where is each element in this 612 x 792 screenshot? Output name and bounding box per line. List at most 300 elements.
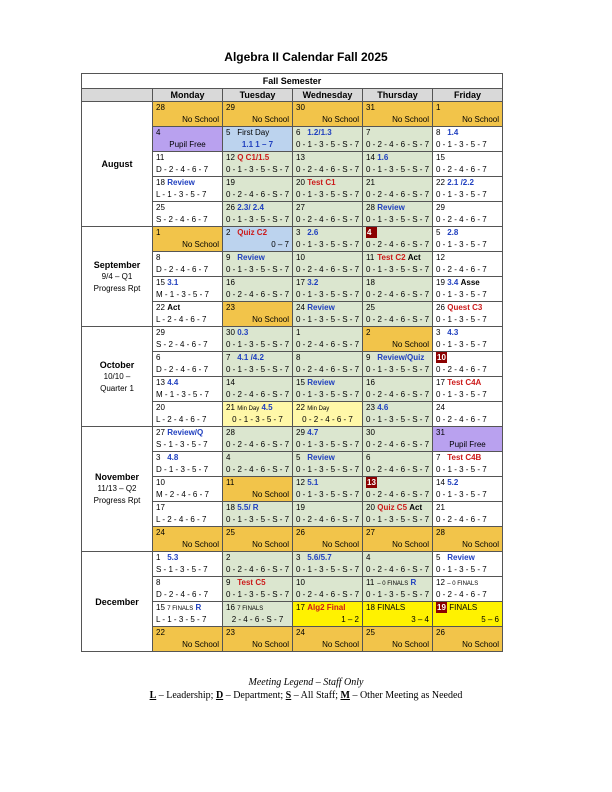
cell-top-line: [363, 577, 432, 589]
cell-schedule: 0 - 1 - 3 - 5 - S - 7: [366, 265, 430, 274]
cell-top-line: [153, 127, 222, 139]
day-cell: [363, 577, 433, 602]
cell-top-line: [223, 427, 292, 439]
cell-schedule: 0 - 1 - 3 - 5 - 7: [436, 240, 487, 249]
cell-top-line: [153, 602, 222, 614]
day-number: 11: [366, 578, 375, 587]
day-number: 20: [156, 403, 165, 412]
day-cell: [293, 127, 363, 152]
day-number: 18: [366, 603, 375, 612]
cell-top-line: [363, 327, 432, 339]
cell-schedule: 0 - 2 - 4 - 6 - S - 7: [296, 590, 360, 599]
cell-schedule: 0 - 2 - 4 - 6 - 7: [436, 515, 487, 524]
day-number: 30: [366, 428, 375, 437]
cell-schedule: 0 - 1 - 3 - 5 - S - 7: [296, 240, 360, 249]
day-cell: [223, 502, 293, 527]
cell-schedule: 0 - 1 - 3 - 5 - S - 7: [226, 165, 290, 174]
day-cell: [363, 277, 433, 302]
cell-top-line: [153, 102, 222, 114]
day-cell: [363, 227, 433, 252]
cell-top-line: [433, 527, 502, 539]
day-cell: [363, 152, 433, 177]
cell-event: 2.1 /2.2: [447, 178, 474, 187]
day-number: 31: [436, 428, 445, 437]
cell-schedule: M - 1 - 3 - 5 - 7: [156, 290, 209, 299]
cell-schedule: No School: [322, 540, 359, 549]
cell-top-line: [153, 627, 222, 639]
cell-top-line: [363, 502, 432, 514]
month-name: August: [101, 159, 133, 169]
cell-top-line: [153, 427, 222, 439]
day-number: 2: [366, 328, 371, 337]
day-number: 29: [226, 103, 235, 112]
cell-schedule: 0 - 1 - 3 - 5 - S - 7: [366, 215, 430, 224]
day-cell: [433, 327, 503, 352]
day-number: 12: [226, 153, 235, 162]
cell-schedule: 0 - 1 - 3 - 5 - S - 7: [296, 315, 360, 324]
day-cell: [363, 627, 433, 652]
cell-event: FINALS: [449, 603, 478, 612]
cell-schedule: No School: [392, 340, 429, 349]
cell-schedule: L - 2 - 4 - 6 - 7: [156, 315, 207, 324]
cell-top-line: [293, 202, 362, 214]
cell-event: 4.8: [167, 453, 179, 462]
day-number: 19: [296, 503, 305, 512]
cell-event: Review/Quiz: [377, 353, 425, 362]
day-cell: [433, 177, 503, 202]
day-number: 14: [436, 478, 445, 487]
day-number: 17: [156, 503, 165, 512]
cell-event: Review: [377, 203, 405, 212]
cell-event: Test C4B: [447, 453, 482, 462]
cell-schedule: 0 - 1 - 3 - 5 - 7: [436, 565, 487, 574]
day-number: 20: [296, 178, 305, 187]
day-cell: [293, 152, 363, 177]
cell-event: Review: [307, 453, 335, 462]
day-cell: [223, 602, 293, 627]
day-cell: [153, 327, 223, 352]
cell-schedule: No School: [322, 115, 359, 124]
day-header-wednesday: Wednesday: [293, 89, 363, 102]
day-number: 7: [226, 353, 231, 362]
day-number: 11: [366, 253, 375, 262]
day-cell: [363, 602, 433, 627]
legend-key: D: [215, 690, 224, 701]
cell-top-line: [223, 102, 292, 114]
day-cell: [153, 427, 223, 452]
day-number: 15: [436, 153, 445, 162]
cell-event: Review: [167, 178, 195, 187]
blank-header: [82, 89, 153, 102]
day-number: 26: [226, 203, 235, 212]
day-cell: [293, 227, 363, 252]
day-number: 30: [296, 103, 305, 112]
month-name: December: [95, 596, 139, 607]
cell-top-line: [153, 227, 222, 239]
day-cell: [293, 477, 363, 502]
cell-schedule: 0 - 2 - 4 - 6 - S - 7: [366, 565, 430, 574]
cell-schedule: No School: [392, 640, 429, 649]
cell-event: 7 FINALS: [237, 606, 264, 612]
cell-top-line: [433, 352, 502, 364]
cell-event: 2.6: [307, 228, 319, 237]
day-cell: [293, 502, 363, 527]
day-number: 12: [436, 578, 445, 587]
day-cell: [293, 352, 363, 377]
day-cell: [223, 427, 293, 452]
cell-event: Review/Q: [167, 428, 204, 437]
cell-top-line: [223, 302, 292, 314]
cell-schedule: No School: [462, 540, 499, 549]
cell-top-line: [293, 127, 362, 139]
day-number: 10: [156, 478, 165, 487]
day-number: 16: [366, 378, 375, 387]
cell-top-line: [433, 177, 502, 189]
day-cell: [223, 302, 293, 327]
cell-event: Min Day: [307, 406, 330, 412]
cell-top-line: [153, 552, 222, 564]
cell-top-line: [223, 352, 292, 364]
month-note: 10/10 –: [103, 371, 131, 381]
cell-schedule: 0 - 2 - 4 - 6 - 7: [436, 215, 487, 224]
legend-text: – Leadership;: [156, 690, 216, 701]
cell-event: 5.2: [447, 478, 459, 487]
day-cell: [293, 302, 363, 327]
cell-top-line: [433, 102, 502, 114]
cell-event: Min Day: [237, 406, 260, 412]
day-number: 3: [296, 553, 301, 562]
day-cell: [153, 277, 223, 302]
cell-top-line: [363, 402, 432, 414]
day-number: 19: [226, 178, 235, 187]
day-cell: [223, 402, 293, 427]
cell-top-line: [363, 477, 432, 489]
day-cell: [153, 152, 223, 177]
cell-top-line: [363, 152, 432, 164]
day-cell: [433, 602, 503, 627]
cell-top-line: [363, 227, 432, 239]
cell-schedule: 0 - 1 - 3 - 5 - S - 7: [226, 515, 290, 524]
day-number: 18: [226, 503, 235, 512]
cell-top-line: [363, 352, 432, 364]
cell-top-line: [293, 227, 362, 239]
cell-schedule: No School: [392, 115, 429, 124]
cell-top-line: [223, 152, 292, 164]
meeting-legend: [0, 676, 612, 702]
cell-event: Quest C3: [447, 303, 483, 312]
cell-schedule: 0 - 1 - 3 - 5 - S - 7: [366, 590, 430, 599]
day-number: 15: [156, 278, 165, 287]
day-number: 9: [366, 353, 371, 362]
day-cell: [433, 627, 503, 652]
cell-schedule: No School: [252, 640, 289, 649]
day-cell: [293, 277, 363, 302]
cell-schedule: 0 - 1 - 3 - 5 - 7: [436, 190, 487, 199]
cell-schedule: 0 - 1 - 3 - 5 - S - 7: [296, 490, 360, 499]
day-header-thursday: Thursday: [363, 89, 433, 102]
month-label: [82, 227, 153, 327]
day-number: 3: [436, 328, 441, 337]
day-number: 2: [226, 228, 231, 237]
day-cell: [223, 452, 293, 477]
cell-schedule: No School: [462, 640, 499, 649]
day-number: 26: [436, 303, 445, 312]
cell-top-line: [433, 477, 502, 489]
day-number: 16: [226, 278, 235, 287]
day-number: 16: [226, 603, 235, 612]
cell-top-line: [223, 577, 292, 589]
cell-schedule: No School: [252, 490, 289, 499]
day-number: 23: [226, 303, 235, 312]
day-number: 14: [366, 153, 375, 162]
cell-top-line: [363, 452, 432, 464]
day-number: 15: [296, 378, 305, 387]
day-cell: [293, 527, 363, 552]
cell-top-line: [433, 552, 502, 564]
week-row: [82, 427, 503, 452]
day-number: 1: [296, 328, 301, 337]
cell-schedule: 0 - 1 - 3 - 5 - 7: [436, 290, 487, 299]
cell-schedule: 0 - 2 - 4 - 6 - S - 7: [296, 515, 360, 524]
day-cell: [433, 252, 503, 277]
day-number: 4: [226, 453, 231, 462]
day-number: 21: [366, 178, 375, 187]
day-number: 29: [296, 428, 305, 437]
cell-top-line: [293, 402, 362, 414]
cell-event: 7 FINALS: [167, 606, 194, 612]
cell-top-line: [293, 502, 362, 514]
cell-schedule: 0 - 2 - 4 - 6 - S - 7: [226, 190, 290, 199]
cell-schedule: 1.1 1 – 7: [241, 140, 274, 149]
day-cell: [433, 577, 503, 602]
day-cell: [433, 227, 503, 252]
week-row: [82, 102, 503, 127]
cell-schedule: 0 - 2 - 4 - 6 - S - 7: [296, 165, 360, 174]
cell-schedule: No School: [252, 540, 289, 549]
cell-top-line: [293, 527, 362, 539]
cell-schedule: 0 - 1 - 3 - 5 - 7: [232, 415, 283, 424]
cell-event: 2.3/ 2.4: [237, 203, 264, 212]
day-cell: [223, 552, 293, 577]
cell-top-line: [293, 277, 362, 289]
day-cell: [293, 252, 363, 277]
cell-schedule: 0 - 2 - 4 - 6 - S - 7: [296, 340, 360, 349]
cell-top-line: [363, 427, 432, 439]
cell-schedule: 0 - 2 - 4 - 6 - S - 7: [366, 240, 430, 249]
legend-text: – Department;: [223, 690, 286, 701]
day-cell: [363, 252, 433, 277]
cell-top-line: [153, 302, 222, 314]
cell-schedule: 0 - 2 - 4 - 6 - 7: [436, 415, 487, 424]
cell-top-line: [433, 227, 502, 239]
cell-top-line: [363, 127, 432, 139]
cell-top-line: [433, 277, 502, 289]
cell-event: Review: [237, 253, 265, 262]
cell-schedule: 0 - 2 - 4 - 6 - 7: [436, 590, 487, 599]
day-cell: [293, 202, 363, 227]
day-number: 5: [436, 553, 441, 562]
day-cell: [153, 627, 223, 652]
cell-event: 3.4: [447, 278, 459, 287]
day-header-monday: Monday: [153, 89, 223, 102]
day-cell: [363, 352, 433, 377]
day-number: 13: [156, 378, 165, 387]
day-number: 24: [436, 403, 445, 412]
cell-top-line: [433, 302, 502, 314]
cell-schedule: Pupil Free: [449, 440, 486, 449]
day-number: 12: [296, 478, 305, 487]
day-cell: [153, 302, 223, 327]
day-number: 8: [296, 353, 301, 362]
cell-schedule: L - 1 - 3 - 5 - 7: [156, 190, 207, 199]
day-cell: [363, 452, 433, 477]
cell-schedule: 0 - 2 - 4 - 6 - S - 7: [366, 315, 430, 324]
day-cell: [433, 477, 503, 502]
cell-schedule: 0 - 1 - 3 - 5 - S - 7: [296, 290, 360, 299]
cell-top-line: [223, 177, 292, 189]
cell-schedule: No School: [182, 640, 219, 649]
month-note: 9/4 – Q1: [101, 271, 133, 281]
day-cell: [293, 427, 363, 452]
cell-event: 5.3: [167, 553, 179, 562]
cell-schedule: 0 - 2 - 4 - 6 - S - 7: [226, 290, 290, 299]
day-number: 10: [296, 578, 305, 587]
cell-schedule: 0 - 1 - 3 - 5 - S - 7: [366, 165, 430, 174]
cell-top-line: [433, 202, 502, 214]
cell-top-line: [153, 352, 222, 364]
cell-top-line: [363, 202, 432, 214]
day-number: 21: [226, 403, 235, 412]
day-cell: [153, 352, 223, 377]
cell-top-line: [433, 627, 502, 639]
day-number: 18: [366, 278, 375, 287]
day-number: 26: [436, 628, 445, 637]
cell-schedule: L - 2 - 4 - 6 - 7: [156, 415, 207, 424]
day-cell: [153, 102, 223, 127]
cell-event: – 0 FINALS: [377, 581, 409, 587]
month-note: 11/13 – Q2: [97, 484, 137, 493]
cell-schedule: 0 - 2 - 4 - 6 - S - 7: [226, 465, 290, 474]
month-note: Progress Rpt: [93, 283, 141, 293]
cell-event-extra: 4.5: [261, 403, 273, 412]
cell-schedule: No School: [182, 240, 219, 249]
day-cell: [153, 177, 223, 202]
cell-schedule: 0 - 1 - 3 - 5 - S - 7: [366, 365, 430, 374]
day-cell: [223, 252, 293, 277]
day-cell: [433, 377, 503, 402]
cell-top-line: [153, 152, 222, 164]
day-cell: [293, 577, 363, 602]
day-cell: [153, 527, 223, 552]
cell-schedule: 0 - 1 - 3 - 5 - S - 7: [296, 440, 360, 449]
cell-schedule: 0 - 1 - 3 - 5 - S - 7: [296, 190, 360, 199]
cell-top-line: [433, 402, 502, 414]
legend-key: L: [149, 690, 157, 701]
cell-top-line: [293, 602, 362, 614]
cell-top-line: [293, 627, 362, 639]
day-number: 22: [156, 303, 165, 312]
cell-top-line: [293, 377, 362, 389]
day-cell: [153, 477, 223, 502]
cell-top-line: [433, 427, 502, 439]
calendar-table: [81, 73, 503, 652]
day-cell: [293, 452, 363, 477]
cell-top-line: [363, 252, 432, 264]
day-number: 22: [436, 178, 445, 187]
cell-event: FINALS: [377, 603, 406, 612]
cell-top-line: [153, 277, 222, 289]
day-cell: [363, 477, 433, 502]
cell-schedule: 0 - 2 - 4 - 6 - S - 7: [296, 215, 360, 224]
day-cell: [433, 302, 503, 327]
cell-schedule: 0 - 1 - 3 - 5 - 7: [436, 315, 487, 324]
day-cell: [293, 627, 363, 652]
cell-schedule: S - 1 - 3 - 5 - 7: [156, 565, 208, 574]
day-cell: [153, 127, 223, 152]
day-number: 10: [296, 253, 305, 262]
cell-top-line: [433, 602, 502, 614]
cell-schedule: 0 - 2 - 4 - 6 - S - 7: [366, 390, 430, 399]
day-cell: [223, 477, 293, 502]
cell-top-line: [153, 452, 222, 464]
cell-event: 1.4: [447, 128, 459, 137]
day-cell: [363, 527, 433, 552]
day-number: 15: [156, 603, 165, 612]
day-cell: [293, 177, 363, 202]
day-cell: [433, 452, 503, 477]
cell-schedule: 0 - 1 - 3 - 5 - 7: [436, 490, 487, 499]
cell-schedule: No School: [392, 540, 429, 549]
cell-schedule: 0 - 1 - 3 - 5 - S - 7: [296, 465, 360, 474]
day-cell: [433, 102, 503, 127]
cell-schedule: 0 - 2 - 4 - 6 - 7: [436, 165, 487, 174]
day-number: 29: [156, 328, 165, 337]
week-row: [82, 327, 503, 352]
cell-schedule: 0 - 1 - 3 - 5 - S - 7: [296, 140, 360, 149]
day-cell: [223, 102, 293, 127]
legend-title: Meeting Legend – Staff Only: [248, 677, 364, 688]
day-number: 2: [226, 553, 231, 562]
cell-top-line: [153, 202, 222, 214]
day-number: 3: [296, 228, 301, 237]
cell-top-line: [433, 502, 502, 514]
cell-schedule: D - 2 - 4 - 6 - 7: [156, 590, 209, 599]
cell-schedule: 0 - 1 - 3 - 5 - 7: [436, 340, 487, 349]
cell-event: Test C1: [307, 178, 336, 187]
month-label: [82, 552, 153, 652]
cell-top-line: [363, 627, 432, 639]
day-number: 3: [156, 453, 161, 462]
day-number: 4: [366, 227, 377, 238]
day-cell: [293, 377, 363, 402]
calendar-body: [82, 102, 503, 652]
day-number: 7: [366, 128, 371, 137]
day-cell: [433, 202, 503, 227]
cell-event: 5.5/ R: [237, 503, 259, 512]
cell-schedule: 0 - 1 - 3 - 5 - S - 7: [226, 365, 290, 374]
cell-schedule: 0 - 1 - 3 - 5 - S - 7: [366, 515, 430, 524]
day-header-friday: Friday: [433, 89, 503, 102]
cell-top-line: [223, 527, 292, 539]
day-number: 28: [366, 203, 375, 212]
cell-schedule: No School: [182, 115, 219, 124]
cell-event: Act: [167, 303, 181, 312]
day-cell: [363, 552, 433, 577]
cell-event: Quiz C2: [237, 228, 268, 237]
cell-schedule: 0 - 2 - 4 - 6 - S - 7: [226, 440, 290, 449]
day-cell: [363, 302, 433, 327]
cell-event: 4.3: [447, 328, 459, 337]
